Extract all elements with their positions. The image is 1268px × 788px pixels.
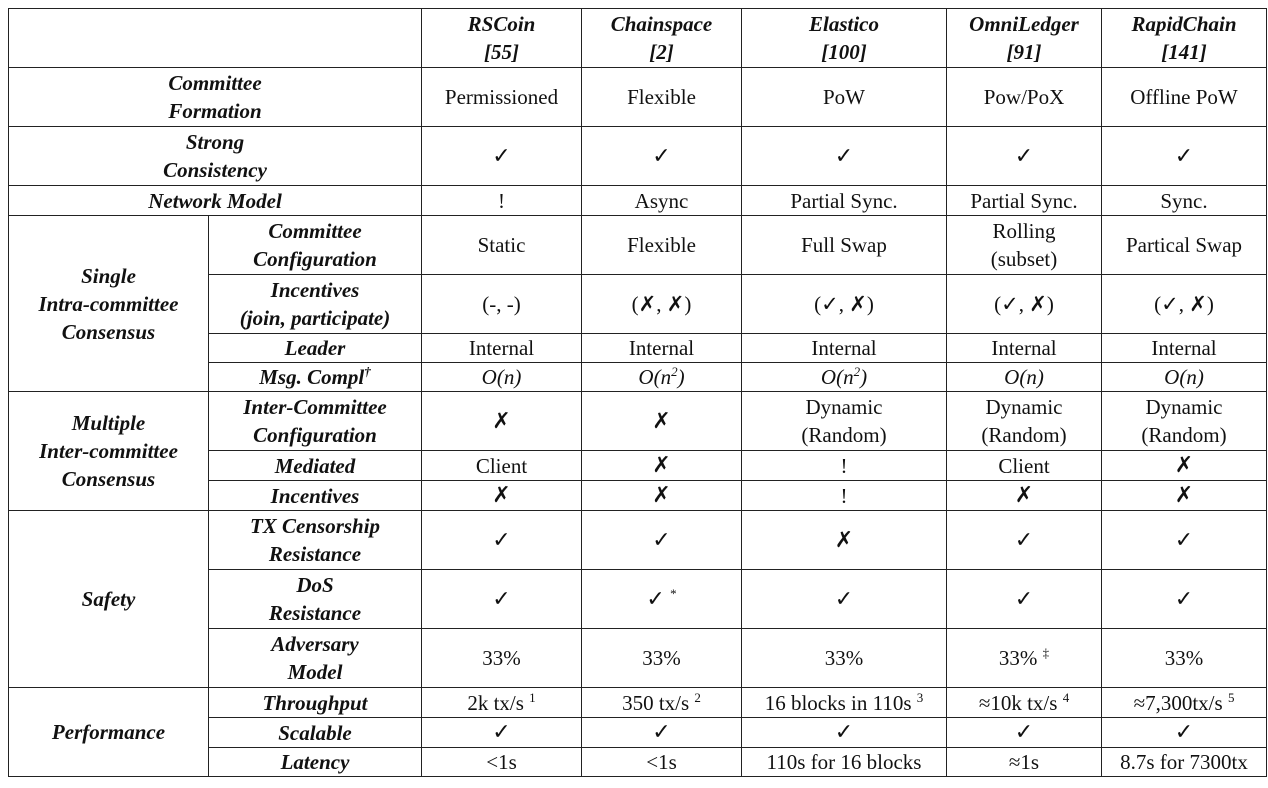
cell-value: ✓	[652, 720, 671, 745]
big-o-argument: n	[1186, 365, 1197, 389]
row-label-adversary-model	[209, 629, 422, 688]
row-label-network-model	[9, 186, 422, 216]
row-label-text: Mediated	[274, 453, 356, 478]
row-label-line: Strong	[185, 130, 245, 154]
value-cell	[947, 216, 1102, 275]
value-cell	[1102, 688, 1267, 718]
footnote-mark: 1	[529, 689, 536, 705]
value-cell	[742, 570, 947, 629]
value-cell	[1102, 451, 1267, 481]
cell-value: Dynamic	[1145, 395, 1223, 419]
value-cell	[582, 186, 742, 216]
value-cell	[1102, 334, 1267, 363]
row-label-line: Inter-Committee	[243, 395, 387, 419]
cell-value: ✗	[1174, 453, 1194, 478]
value-cell	[742, 186, 947, 216]
value-cell	[742, 334, 947, 363]
footnote-mark: *	[670, 585, 677, 601]
cell-value: ✓	[652, 527, 671, 553]
column-name: RapidChain	[1131, 12, 1237, 36]
row-label-line: Resistance	[268, 542, 362, 566]
value-cell	[422, 127, 582, 186]
value-cell	[582, 688, 742, 718]
big-o-expression: $O(n^2)$	[820, 364, 868, 389]
row-label-committee-formation	[9, 68, 422, 127]
value-cell	[742, 363, 947, 392]
row-label-committee-configuration	[209, 216, 422, 275]
table-row	[9, 68, 1267, 127]
cell-value: Full Swap	[801, 233, 887, 257]
cell-value: (Random)	[801, 423, 887, 447]
cell-value: ✓	[492, 143, 511, 169]
cell-value: Internal	[811, 336, 877, 360]
value-cell	[947, 511, 1102, 570]
cell-value: (subset)	[990, 247, 1058, 271]
cell-value: ✓	[652, 143, 671, 169]
cell-value: Sync.	[1160, 188, 1208, 213]
row-label-line: Committee	[268, 219, 362, 243]
value-cell	[1102, 275, 1267, 334]
row-label-text: Latency	[280, 750, 350, 774]
cell-value: Static	[477, 233, 526, 257]
column-ref: [100]	[821, 40, 867, 64]
value-cell	[1102, 216, 1267, 275]
comparison-table-wrapper	[8, 8, 1267, 777]
row-label-msg-compl	[209, 363, 422, 392]
footnote-mark: 3	[916, 689, 924, 705]
value-cell	[1102, 481, 1267, 511]
value-cell	[947, 392, 1102, 451]
cell-value: Offline PoW	[1130, 85, 1238, 109]
section-label-line: Consensus	[61, 467, 156, 491]
cell-value: 350 tx/s	[622, 690, 690, 715]
big-o-argument: n	[843, 365, 854, 389]
row-label-mediated	[209, 451, 422, 481]
value-cell	[422, 186, 582, 216]
section-label-line: Multiple	[71, 411, 146, 435]
footnote-mark: 5	[1227, 689, 1235, 705]
cell-value: Dynamic	[985, 395, 1063, 419]
row-label-dos-resistance	[209, 570, 422, 629]
value-cell	[947, 718, 1102, 748]
cell-value: Partial Sync.	[790, 188, 898, 213]
big-o-exponent: 2	[853, 364, 861, 379]
value-cell	[422, 334, 582, 363]
footnote-mark: ‡	[1042, 645, 1050, 660]
section-label: Safety	[81, 587, 136, 611]
big-o-argument: n	[660, 365, 672, 389]
value-cell	[947, 186, 1102, 216]
cell-value: Pow/PoX	[983, 85, 1065, 109]
column-header	[582, 9, 742, 68]
header-row	[9, 9, 1267, 68]
cell-value: 33%	[482, 646, 521, 670]
cell-value: ✓	[646, 586, 665, 612]
value-cell	[1102, 629, 1267, 688]
row-label-line: Resistance	[268, 601, 362, 625]
cell-value: (✗, ✗)	[631, 292, 692, 316]
big-o-function: O	[820, 365, 837, 389]
big-o-function: O	[1004, 365, 1020, 389]
big-o-function: O	[1164, 365, 1180, 389]
value-cell	[582, 451, 742, 481]
value-cell	[1102, 127, 1267, 186]
section-label-line: Intra-committee	[38, 291, 179, 316]
row-label-text: Msg. Compl	[259, 365, 365, 389]
row-label-line: DoS	[296, 573, 334, 597]
value-cell	[742, 481, 947, 511]
table-row	[9, 511, 1267, 570]
value-cell	[742, 629, 947, 688]
cell-value: ✗	[834, 527, 854, 553]
section-performance	[9, 688, 209, 777]
value-cell	[947, 748, 1102, 777]
value-cell	[947, 334, 1102, 363]
value-cell	[582, 718, 742, 748]
cell-value: ✗	[652, 483, 671, 508]
header-corner	[9, 9, 422, 68]
row-label-incentives-intra	[209, 275, 422, 334]
cell-value: (✓, ✗)	[994, 292, 1054, 316]
value-cell	[742, 748, 947, 777]
row-label-text: Incentives	[270, 483, 360, 508]
cell-value: Client	[998, 453, 1050, 478]
value-cell	[582, 127, 742, 186]
comparison-table-body	[9, 9, 1267, 777]
value-cell	[422, 511, 582, 570]
cell-value: (-, -)	[482, 292, 521, 316]
cell-value: ✓	[1014, 586, 1034, 612]
column-header	[742, 9, 947, 68]
value-cell	[582, 363, 742, 392]
value-cell	[422, 68, 582, 127]
column-name: Chainspace	[610, 12, 713, 36]
comparison-table	[8, 8, 1267, 777]
value-cell	[947, 275, 1102, 334]
row-label-tx-censorship	[209, 511, 422, 570]
cell-value: 16 blocks in 110s	[764, 690, 912, 715]
cell-value: Internal	[991, 336, 1057, 360]
table-row	[9, 216, 1267, 275]
cell-value: <1s	[486, 750, 517, 774]
cell-value: ✓	[1174, 143, 1194, 169]
value-cell	[742, 451, 947, 481]
value-cell	[582, 216, 742, 275]
table-row	[9, 127, 1267, 186]
cell-value: ✗	[1174, 483, 1194, 508]
cell-value: Flexible	[627, 233, 696, 257]
value-cell	[1102, 68, 1267, 127]
big-o-expression: $O(n^2)$	[638, 364, 685, 389]
cell-value: !	[840, 483, 848, 508]
cell-value: 33%	[642, 646, 681, 670]
value-cell	[742, 275, 947, 334]
value-cell	[1102, 511, 1267, 570]
value-cell	[742, 68, 947, 127]
column-name: RSCoin	[467, 12, 536, 36]
row-label-line: Consistency	[163, 158, 267, 182]
cell-value: ✓	[1014, 720, 1034, 745]
row-label-latency	[209, 748, 422, 777]
table-row	[9, 186, 1267, 216]
value-cell	[1102, 363, 1267, 392]
table-row	[9, 392, 1267, 451]
value-cell	[422, 363, 582, 392]
row-label-line: Configuration	[253, 423, 377, 447]
cell-value: (Random)	[981, 423, 1067, 447]
value-cell	[742, 511, 947, 570]
value-cell	[947, 363, 1102, 392]
value-cell	[422, 481, 582, 511]
row-label-leader	[209, 334, 422, 363]
value-cell	[947, 629, 1102, 688]
value-cell	[947, 481, 1102, 511]
footnote-mark: 4	[1062, 689, 1070, 705]
value-cell	[422, 570, 582, 629]
column-header	[947, 9, 1102, 68]
section-label-line: Single	[81, 263, 136, 288]
row-label-inter-committee-configuration	[209, 392, 422, 451]
value-cell	[742, 718, 947, 748]
row-label-line: Formation	[168, 99, 262, 123]
section-label-line: Consensus	[61, 319, 156, 344]
cell-value: 110s for 16 blocks	[766, 750, 922, 774]
value-cell	[422, 451, 582, 481]
value-cell	[742, 688, 947, 718]
column-ref: [55]	[484, 40, 519, 64]
cell-value: ✗	[492, 408, 511, 434]
cell-value: PoW	[823, 85, 865, 109]
cell-value: Partical Swap	[1125, 233, 1243, 257]
cell-value: ✗	[652, 408, 671, 434]
value-cell	[422, 718, 582, 748]
cell-value: 33%	[824, 646, 864, 670]
value-cell	[947, 127, 1102, 186]
value-cell	[742, 216, 947, 275]
cell-value: ✗	[1014, 483, 1034, 508]
column-ref: [91]	[1006, 40, 1042, 64]
cell-value: Internal	[468, 336, 535, 360]
value-cell	[947, 688, 1102, 718]
value-cell	[422, 392, 582, 451]
cell-value: Permissioned	[444, 85, 559, 109]
row-label-line: (join, participate)	[239, 306, 391, 330]
cell-value: 33%	[998, 646, 1038, 670]
row-label-incentives-inter	[209, 481, 422, 511]
cell-value: (Random)	[1141, 423, 1227, 447]
cell-value: Partial Sync.	[970, 188, 1078, 213]
value-cell	[1102, 186, 1267, 216]
cell-value: Client	[475, 453, 528, 478]
section-label-line: Inter-committee	[39, 439, 178, 463]
value-cell	[582, 392, 742, 451]
column-header	[422, 9, 582, 68]
cell-value: <1s	[646, 750, 677, 774]
cell-value: ≈7,300tx/s	[1133, 690, 1223, 715]
big-o-expression: O(n)	[1004, 365, 1044, 389]
column-name: OmniLedger	[969, 12, 1079, 36]
cell-value: ✓	[1014, 143, 1034, 169]
column-ref: [2]	[649, 40, 674, 64]
cell-value: ≈10k tx/s	[978, 690, 1058, 715]
row-label-line: Model	[287, 660, 343, 684]
cell-value: 8.7s for 7300tx	[1120, 750, 1248, 774]
row-label-text: Leader	[284, 336, 346, 360]
cell-value: ✓	[492, 586, 511, 612]
big-o-argument: n	[1026, 365, 1037, 389]
cell-value: (✓, ✗)	[814, 292, 874, 316]
value-cell	[1102, 392, 1267, 451]
big-o-function: O	[481, 365, 497, 389]
value-cell	[582, 481, 742, 511]
cell-value: ✗	[492, 483, 511, 508]
value-cell	[1102, 570, 1267, 629]
cell-value: Flexible	[627, 85, 696, 109]
big-o-expression: O(n)	[481, 365, 522, 389]
table-row	[9, 688, 1267, 718]
value-cell	[582, 334, 742, 363]
row-label-text: Network Model	[148, 188, 282, 213]
value-cell	[422, 688, 582, 718]
cell-value: ✓	[1174, 720, 1194, 745]
cell-value: ≈1s	[1008, 750, 1040, 774]
row-label-line: Committee	[168, 71, 262, 95]
row-label-scalable	[209, 718, 422, 748]
column-header	[1102, 9, 1267, 68]
cell-value: Internal	[628, 336, 695, 360]
value-cell	[742, 127, 947, 186]
cell-value: !	[498, 188, 505, 213]
cell-value: (✓, ✗)	[1154, 292, 1214, 316]
section-label: Performance	[51, 720, 166, 744]
cell-value: Internal	[1151, 336, 1217, 360]
row-label-line: Adversary	[271, 632, 359, 656]
cell-value: Rolling	[992, 219, 1056, 243]
footnote-mark: †	[364, 364, 371, 379]
value-cell	[582, 275, 742, 334]
cell-value: ✓	[834, 586, 854, 612]
value-cell	[582, 511, 742, 570]
cell-value: Dynamic	[805, 395, 883, 419]
row-label-line: TX Censorship	[249, 514, 381, 538]
value-cell	[582, 570, 742, 629]
cell-value: ✓	[1174, 586, 1194, 612]
row-label-strong-consistency	[9, 127, 422, 186]
value-cell	[742, 392, 947, 451]
column-name: Elastico	[808, 12, 879, 36]
big-o-exponent: 2	[671, 364, 678, 379]
section-multiple	[9, 392, 209, 511]
big-o-function: O	[638, 365, 654, 389]
value-cell	[1102, 718, 1267, 748]
value-cell	[947, 68, 1102, 127]
cell-value: ✓	[492, 527, 511, 553]
value-cell	[947, 451, 1102, 481]
column-ref: [141]	[1161, 40, 1207, 64]
row-label-throughput	[209, 688, 422, 718]
value-cell	[947, 570, 1102, 629]
row-label-text: Throughput	[262, 690, 368, 715]
cell-value: 33%	[1164, 646, 1204, 670]
cell-value: ✓	[834, 720, 854, 745]
row-label-line: Configuration	[253, 247, 377, 271]
value-cell	[582, 629, 742, 688]
cell-value: ✗	[652, 453, 671, 478]
big-o-argument: n	[503, 365, 515, 389]
row-label-text: Scalable	[278, 720, 352, 745]
cell-value: 2k tx/s	[467, 690, 524, 715]
section-safety	[9, 511, 209, 688]
footnote-mark: 2	[694, 689, 701, 705]
cell-value: ✓	[1014, 527, 1034, 553]
cell-value: ✓	[492, 720, 511, 745]
value-cell	[422, 216, 582, 275]
big-o-expression: O(n)	[1164, 365, 1204, 389]
value-cell	[422, 275, 582, 334]
cell-value: ✓	[1174, 527, 1194, 553]
cell-value: Async	[634, 188, 689, 213]
cell-value: !	[840, 453, 848, 478]
value-cell	[582, 748, 742, 777]
value-cell	[422, 629, 582, 688]
value-cell	[422, 748, 582, 777]
value-cell	[1102, 748, 1267, 777]
section-single	[9, 216, 209, 392]
cell-value: ✓	[834, 143, 854, 169]
value-cell	[582, 68, 742, 127]
row-label-line: Incentives	[270, 278, 360, 302]
